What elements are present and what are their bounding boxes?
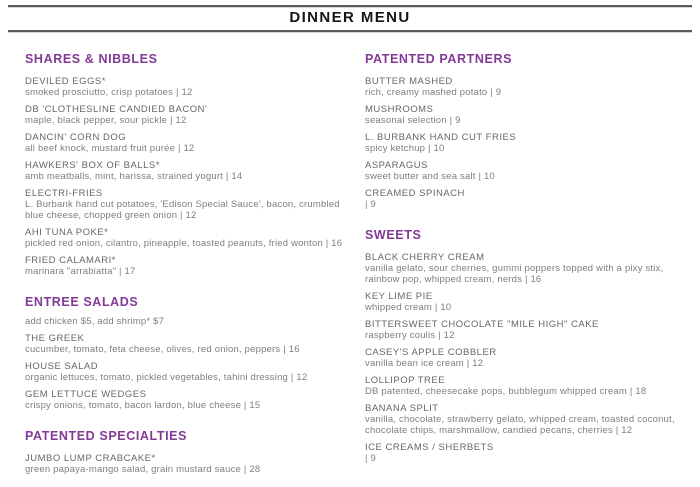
item-name: CREAMED SPINACH: [365, 188, 465, 199]
item-name: DANCIN' CORN DOG: [25, 132, 127, 143]
section-title: SWEETS: [365, 228, 422, 242]
menu-item: [365, 132, 697, 154]
item-desc: raspberry coulis | 12: [365, 330, 455, 341]
item-name: L. BURBANK HAND CUT FRIES: [365, 132, 517, 143]
section-title: PATENTED SPECIALTIES: [25, 429, 188, 443]
item-name: BUTTER MASHED: [365, 76, 453, 87]
item-desc: vanilla bean ice cream | 12: [365, 358, 484, 369]
menu-item: [365, 291, 697, 313]
menu-item: [25, 227, 357, 249]
item-desc: | 9: [365, 453, 376, 464]
item-desc: maple, black pepper, sour pickle | 12: [25, 115, 187, 126]
menu-item: [365, 375, 697, 397]
menu-section: [365, 52, 697, 210]
menu-item: [25, 389, 357, 411]
item-desc: | 9: [365, 199, 376, 210]
item-desc: organic lettuces, tomato, pickled vegetables, tahini dressing | 12: [25, 372, 308, 383]
item-name: ELECTRI-FRIES: [25, 188, 103, 199]
menu-section: [25, 429, 357, 475]
item-name: BLACK CHERRY CREAM: [365, 252, 485, 263]
item-desc: spicy ketchup | 10: [365, 143, 445, 154]
item-name: AHI TUNA POKE*: [25, 227, 109, 238]
item-name: FRIED CALAMARI*: [25, 255, 116, 266]
item-desc: all beef knock, mustard fruit purée | 12: [25, 143, 195, 154]
menu-item: [25, 361, 357, 383]
menu-item: [25, 255, 357, 277]
item-desc: smoked prosciutto, crisp potatoes | 12: [25, 87, 193, 98]
menu-section: [365, 228, 697, 464]
item-name: GEM LETTUCE WEDGES: [25, 389, 147, 400]
menu-item: [365, 403, 697, 436]
menu-item: [25, 453, 357, 475]
menu-item: [365, 347, 697, 369]
menu-section: [25, 52, 357, 277]
item-name: DEVILED EGGS*: [25, 76, 106, 87]
item-name: HOUSE SALAD: [25, 361, 99, 372]
menu-column-left: [25, 52, 357, 481]
item-name: JUMBO LUMP CRABCAKE*: [25, 453, 156, 464]
section-title: SHARES & NIBBLES: [25, 52, 158, 66]
item-desc: amb meatballs, mint, harissa, strained yogurt | 14: [25, 171, 243, 182]
menu-item: [25, 76, 357, 98]
menu-column-right: [365, 52, 697, 470]
item-desc: seasonal selection | 9: [365, 115, 461, 126]
item-desc: pickled red onion, cilantro, pineapple, toasted peanuts, fried wonton | 16: [25, 238, 343, 249]
menu-item: [365, 188, 697, 210]
menu-item: [25, 132, 357, 154]
menu-item: [365, 160, 697, 182]
section-title: ENTREE SALADS: [25, 295, 139, 309]
item-name: DB 'CLOTHESLINE CANDIED BACON': [25, 104, 208, 115]
item-desc: whipped cream | 10: [365, 302, 452, 313]
item-desc: vanilla, chocolate, strawberry gelato, whipped cream, toasted coconut, chocolate chips, marshmallow, candied pecans, cherries | 12: [365, 414, 675, 436]
menu-item: [25, 188, 357, 221]
item-name: THE GREEK: [25, 333, 85, 344]
item-name: BANANA SPLIT: [365, 403, 439, 414]
item-name: LOLLIPOP TREE: [365, 375, 446, 386]
item-name: MUSHROOMS: [365, 104, 434, 115]
menu-section: [25, 295, 357, 411]
section-title: PATENTED PARTNERS: [365, 52, 513, 66]
menu-item: [365, 76, 697, 98]
item-desc: green papaya-mango salad, grain mustard sauce | 28: [25, 464, 261, 475]
item-desc: L. Burbank hand cut potatoes, 'Edison Special Sauce', bacon, crumbled blue cheese, chopped green onion | 12: [25, 199, 340, 221]
menu-item: [365, 442, 697, 464]
item-name: BITTERSWEET CHOCOLATE "MILE HIGH" CAKE: [365, 319, 599, 330]
menu-item: [365, 252, 697, 285]
menu-item: [365, 104, 697, 126]
item-desc: sweet butter and sea salt | 10: [365, 171, 495, 182]
menu-item: [25, 333, 357, 355]
item-name: ASPARAGUS: [365, 160, 428, 171]
item-name: ICE CREAMS / SHERBETS: [365, 442, 494, 453]
item-desc: crispy onions, tomato, bacon lardon, blue cheese | 15: [25, 400, 261, 411]
item-desc: cucumber, tomato, feta cheese, olives, red onion, peppers | 16: [25, 344, 300, 355]
item-desc: vanilla gelato, sour cherries, gummi poppers topped with a pixy stix, rainbow pop, whipped cream, nerds | 16: [365, 263, 664, 285]
menu-item: [25, 160, 357, 182]
item-desc: marinara "arrabiatta" | 17: [25, 266, 136, 277]
top-divider: [8, 5, 692, 7]
section-note: add chicken $5, add shrimp* $7: [25, 316, 165, 327]
menu-item: [365, 319, 697, 341]
title-divider: [8, 30, 692, 32]
page-title: DINNER MENU: [289, 9, 411, 26]
menu-item: [25, 104, 357, 126]
item-name: HAWKERS' BOX OF BALLS*: [25, 160, 160, 171]
item-desc: rich, creamy mashed potato | 9: [365, 87, 502, 98]
item-name: CASEY'S APPLE COBBLER: [365, 347, 497, 358]
item-desc: DB patented, cheesecake pops, bubblegum whipped cream | 18: [365, 386, 647, 397]
item-name: KEY LIME PIE: [365, 291, 433, 302]
